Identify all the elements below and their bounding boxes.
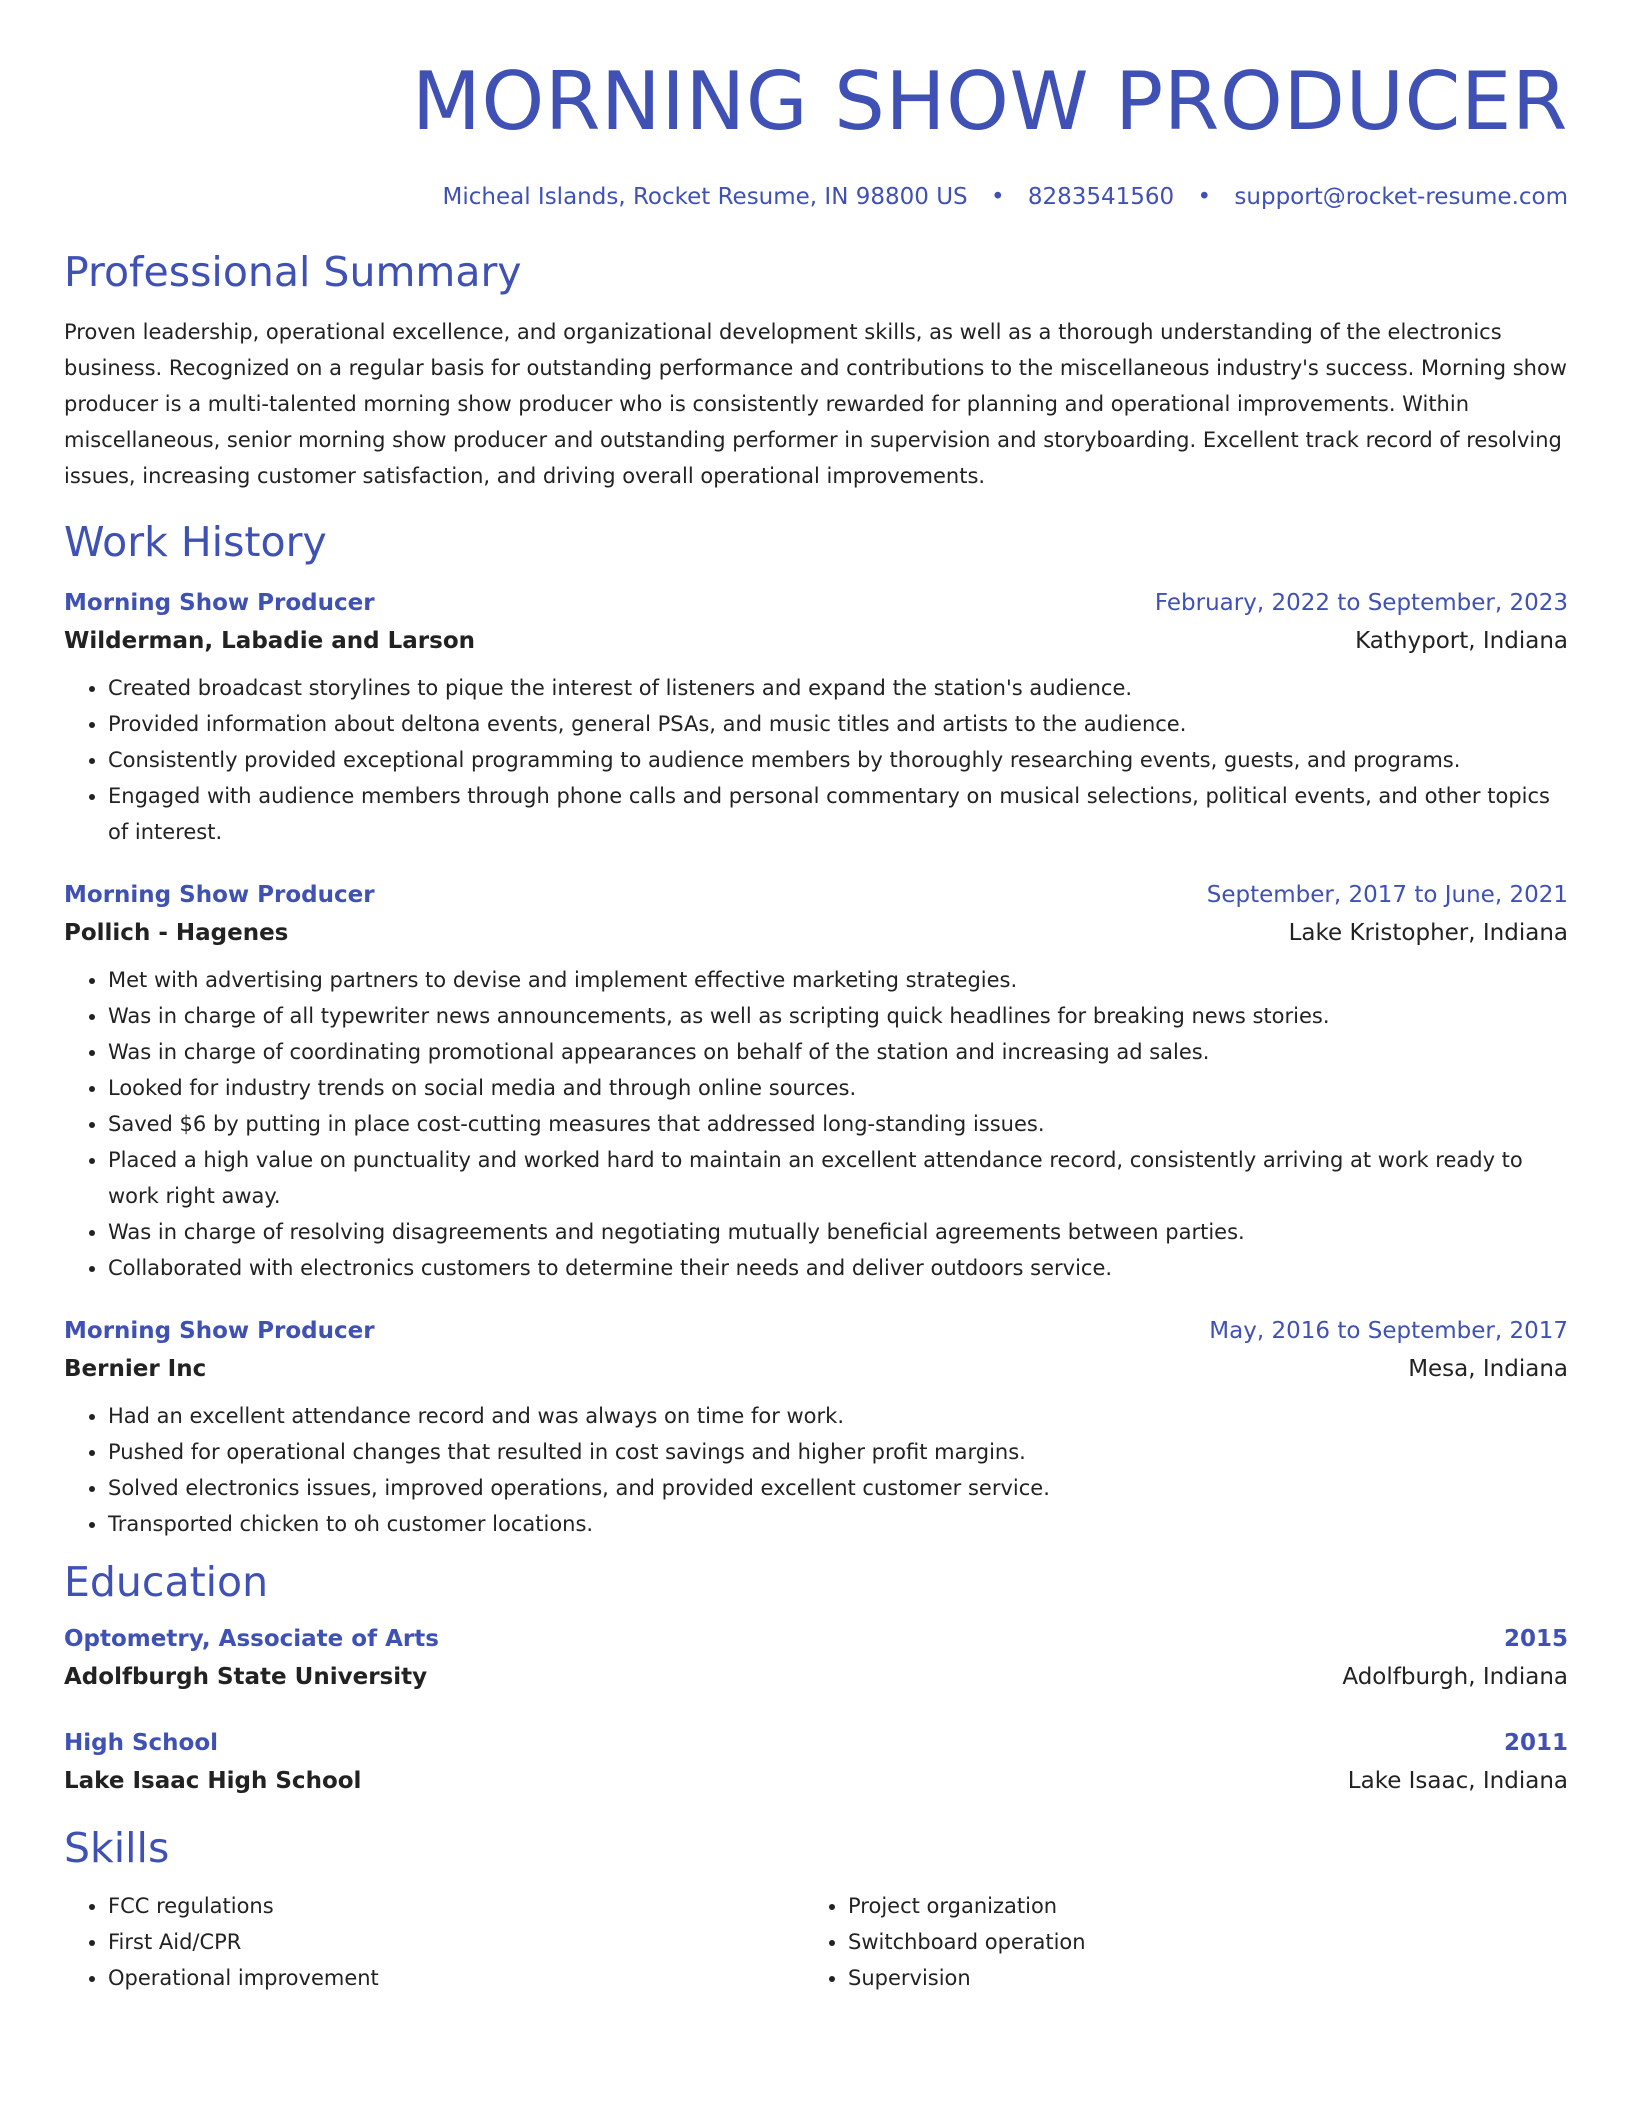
job-dates: February, 2022 to September, 2023 xyxy=(1154,590,1568,616)
skills-list-right xyxy=(804,1888,1544,1996)
address-text: Micheal Islands, Rocket Resume, IN 98800 US xyxy=(442,184,968,210)
education-entry xyxy=(64,1620,1568,1696)
job-employer: Wilderman, Labadie and Larson xyxy=(64,628,476,654)
summary-heading: Professional Summary xyxy=(64,248,522,296)
skill-item: • Supervision xyxy=(848,1960,1544,1996)
job-bullet: • Placed a high value on punctuality and worked hard to maintain an excellent attendance record, consistently arriving at work ready to work right away. xyxy=(108,1142,1568,1214)
separator-dot: • xyxy=(990,184,1005,210)
skill-item: • Project organization xyxy=(848,1888,1544,1924)
job-bullet: • Looked for industry trends on social media and through online sources. xyxy=(108,1070,1568,1106)
education-school: Lake Isaac High School xyxy=(64,1768,362,1794)
education-degree: High School xyxy=(64,1730,219,1756)
job-entry xyxy=(64,584,1568,850)
job-bullet: • Created broadcast storylines to pique the interest of listeners and expand the station's audience. xyxy=(108,670,1568,706)
job-employer-row xyxy=(64,1350,1568,1388)
job-header-row xyxy=(64,1312,1568,1350)
job-bullet: • Pushed for operational changes that resulted in cost savings and higher profit margins. xyxy=(108,1434,1568,1470)
job-bullet: • Was in charge of resolving disagreements and negotiating mutually beneficial agreements between parties. xyxy=(108,1214,1568,1250)
skill-item: • Operational improvement xyxy=(108,1960,804,1996)
job-dates: September, 2017 to June, 2021 xyxy=(1206,882,1568,908)
job-bullet: • Collaborated with electronics customers to determine their needs and deliver outdoors service. xyxy=(108,1250,1568,1286)
job-bullets xyxy=(64,962,1568,1286)
education-header-row xyxy=(64,1724,1568,1762)
job-dates: May, 2016 to September, 2017 xyxy=(1209,1318,1568,1344)
phone-text: 8283541560 xyxy=(1027,184,1175,210)
job-role: Morning Show Producer xyxy=(64,590,375,616)
job-bullets xyxy=(64,1398,1568,1542)
job-employer: Pollich - Hagenes xyxy=(64,920,289,946)
education-header-row xyxy=(64,1620,1568,1658)
skill-item: • FCC regulations xyxy=(108,1888,804,1924)
work-history-heading: Work History xyxy=(64,518,327,566)
job-location: Kathyport, Indiana xyxy=(1355,628,1568,654)
job-bullet: • Provided information about deltona events, general PSAs, and music titles and artists to the audience. xyxy=(108,706,1568,742)
education-location: Lake Isaac, Indiana xyxy=(1347,1768,1568,1794)
education-year: 2011 xyxy=(1503,1730,1568,1756)
resume-header xyxy=(64,0,1568,212)
skills-list-left xyxy=(64,1888,804,1996)
separator-dot: • xyxy=(1197,184,1212,210)
skills-heading: Skills xyxy=(64,1824,170,1872)
education-year: 2015 xyxy=(1503,1626,1568,1652)
education-school-row xyxy=(64,1762,1568,1800)
education-school-row xyxy=(64,1658,1568,1696)
job-employer-row xyxy=(64,622,1568,660)
candidate-name: MORNING SHOW PRODUCER xyxy=(411,55,1568,148)
job-bullet: • Met with advertising partners to devise and implement effective marketing strategies. xyxy=(108,962,1568,998)
job-bullet: • Saved $6 by putting in place cost-cutting measures that addressed long-standing issues. xyxy=(108,1106,1568,1142)
summary-text: Proven leadership, operational excellence, and organizational development skills, as well as a thorough understanding of the electronics business. Recognized on a regular basis for outstanding performance and contributions to the miscellaneous industry's success. Morning show producer is a multi-talented morning show producer who is consistently rewarded for planning and operational improvements. Within miscellaneous, senior morning show producer and outstanding performer in supervision and storyboarding. Excellent track record of resolving issues, increasing customer satisfaction, and driving overall operational improvements. xyxy=(64,320,1567,488)
skill-item: • Switchboard operation xyxy=(848,1924,1544,1960)
job-header-row xyxy=(64,876,1568,914)
skill-item: • First Aid/CPR xyxy=(108,1924,804,1960)
job-employer-row xyxy=(64,914,1568,952)
job-entry xyxy=(64,1312,1568,1542)
education-degree: Optometry, Associate of Arts xyxy=(64,1626,439,1652)
job-location: Mesa, Indiana xyxy=(1408,1356,1568,1382)
job-bullet: • Was in charge of all typewriter news announcements, as well as scripting quick headlines for breaking news stories. xyxy=(108,998,1568,1034)
job-bullet: • Solved electronics issues, improved operations, and provided excellent customer service. xyxy=(108,1470,1568,1506)
job-bullet: • Transported chicken to oh customer locations. xyxy=(108,1506,1568,1542)
job-role: Morning Show Producer xyxy=(64,882,375,908)
job-bullet: • Was in charge of coordinating promotional appearances on behalf of the station and increasing ad sales. xyxy=(108,1034,1568,1070)
contact-line xyxy=(64,182,1568,212)
job-bullet: • Had an excellent attendance record and was always on time for work. xyxy=(108,1398,1568,1434)
job-header-row xyxy=(64,584,1568,622)
education-heading: Education xyxy=(64,1558,269,1606)
education-entry xyxy=(64,1724,1568,1800)
job-bullet: • Engaged with audience members through phone calls and personal commentary on musical selections, political events, and other topics of interest. xyxy=(108,778,1568,850)
education-location: Adolfburgh, Indiana xyxy=(1342,1664,1568,1690)
job-role: Morning Show Producer xyxy=(64,1318,375,1344)
job-bullet: • Consistently provided exceptional programming to audience members by thoroughly researching events, guests, and programs. xyxy=(108,742,1568,778)
job-employer: Bernier Inc xyxy=(64,1356,207,1382)
skills-columns xyxy=(64,1888,1568,1996)
email-link[interactable]: support@rocket-resume.com xyxy=(1234,184,1568,210)
job-bullets xyxy=(64,670,1568,850)
education-school: Adolfburgh State University xyxy=(64,1664,428,1690)
job-location: Lake Kristopher, Indiana xyxy=(1288,920,1568,946)
job-entry xyxy=(64,876,1568,1286)
